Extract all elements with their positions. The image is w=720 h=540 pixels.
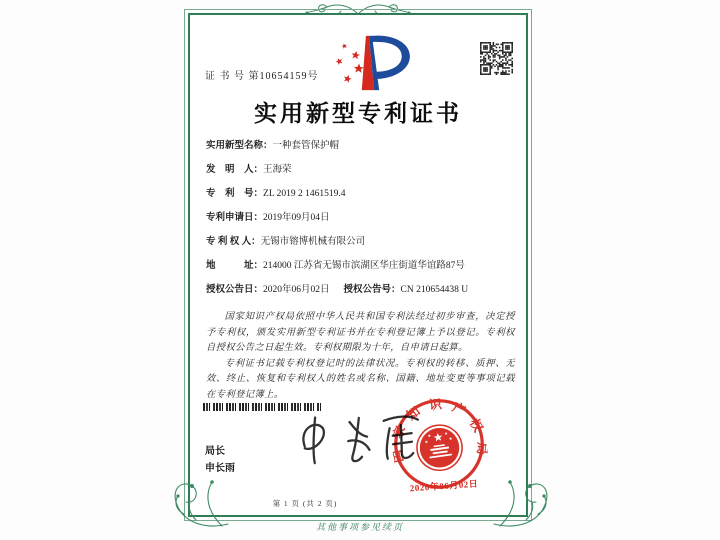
legal-paragraph-1: 国家知识产权局依照中华人民共和国专利法经过初步审查，决定授予专利权，颁发实用新型专利证书并在专利登记簿上予以登记。专利权自授权公告之日起生效。专利权期限为十年，自申请日起算。 (206, 312, 515, 354)
field-address: 地 址：214000 江苏省无锡市滨湖区华庄街道华谊路87号 (206, 261, 465, 271)
legal-paragraph-2: 专利证书记载专利权登记时的法律状况。专利权的转移、质押、无效、终止、恢复和专利权人的姓名或名称、国籍、地址变更等事项记载在专利登记簿上。 (206, 358, 515, 401)
qr-code (480, 42, 513, 75)
field-grant-date-and-number: 授权公告日：2020年06月02日 授权公告号：CN 210654438 U (206, 285, 469, 295)
seal-national-emblem (414, 422, 465, 473)
bottom-right-ornament (490, 446, 556, 530)
seal-ring-text: 国家知识产权局 (389, 397, 490, 464)
certificate-frame (188, 13, 528, 517)
logo-stars (335, 43, 365, 84)
field-patent-number: 专 利 号：ZL 2019 2 1461519.4 (206, 189, 346, 199)
field-patentee: 专 利 权 人：无锡市镕博机械有限公司 (206, 237, 366, 247)
certificate-number: 证 书 号 第10654159号 (205, 71, 319, 82)
field-application-date: 专利申请日：2019年09月04日 (206, 213, 330, 223)
page-indicator: 第 1 页 (共 2 页) (272, 499, 338, 508)
certificate-title: 实用新型专利证书 (254, 101, 462, 126)
signer-title: 局长 (205, 446, 225, 457)
barcode (203, 403, 321, 411)
legal-text (206, 310, 515, 404)
seal-date: 2020年06月02日 (409, 478, 479, 494)
field-invention-name: 实用新型名称：一种套管保护帽 (206, 141, 340, 151)
field-list (206, 141, 518, 296)
field-inventor: 发 明 人：王海荣 (206, 165, 292, 175)
signer-name: 申长雨 (205, 463, 235, 474)
bottom-left-ornament (166, 450, 232, 530)
cnipa-logo (328, 33, 414, 93)
continuation-note: 其他事项参见续页 (315, 522, 404, 532)
